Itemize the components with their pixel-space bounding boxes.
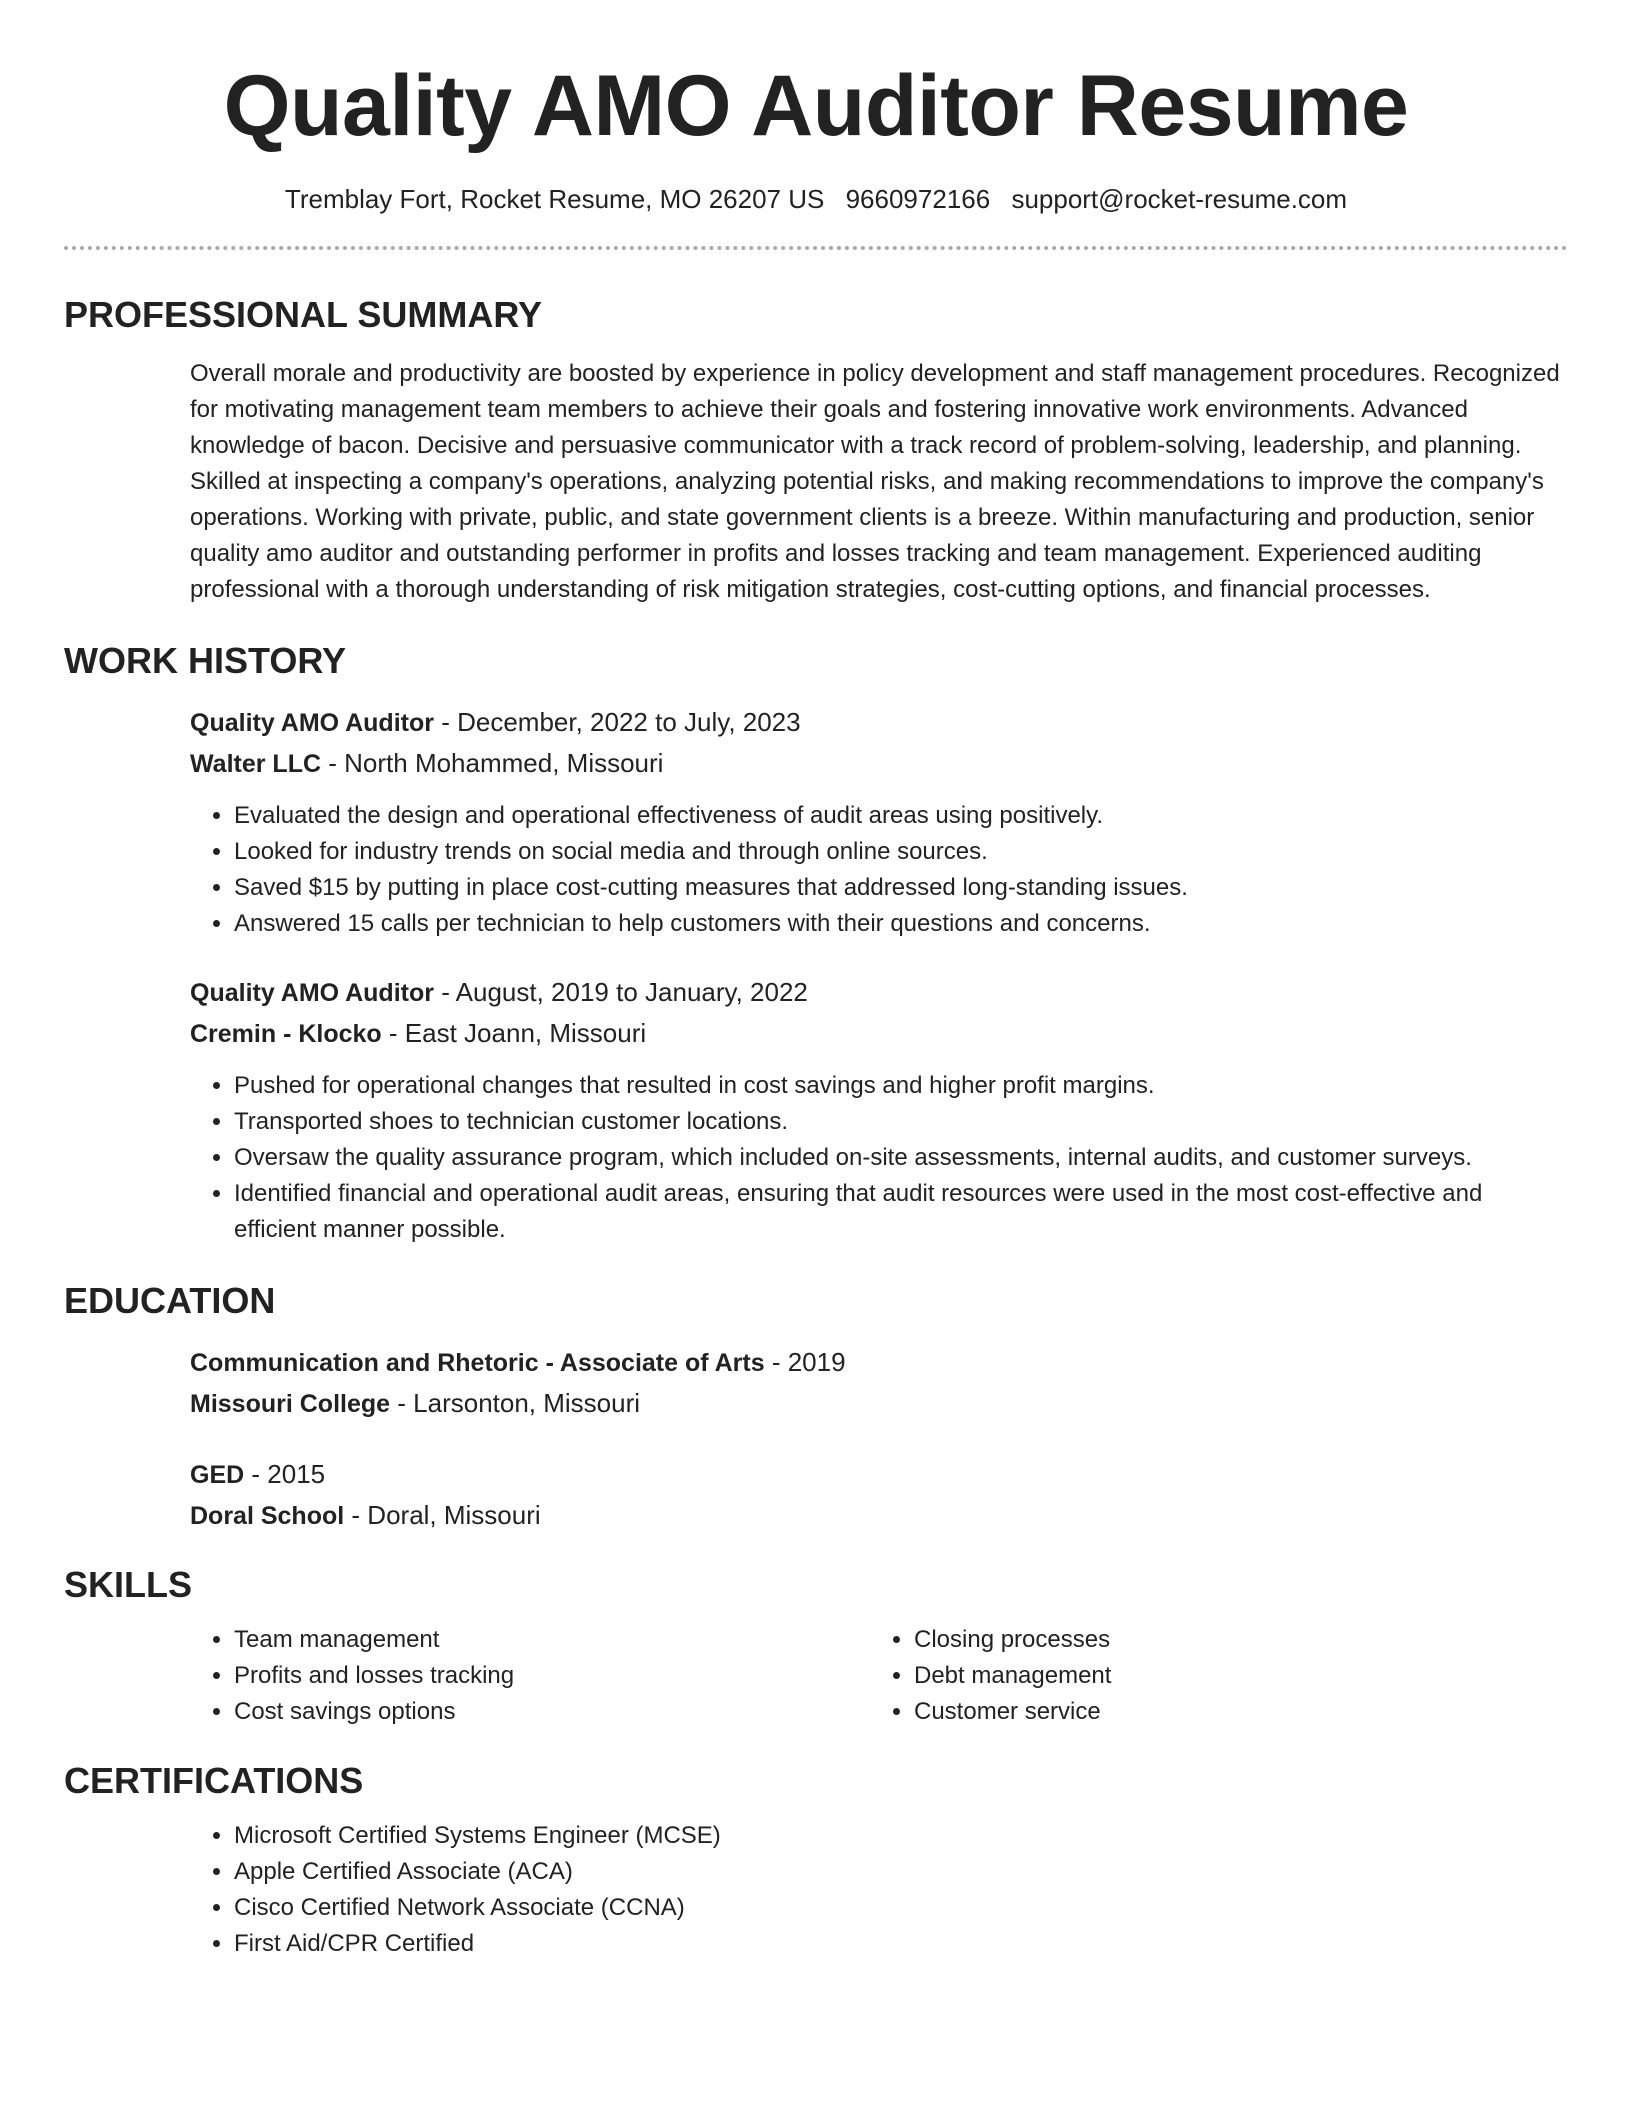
job-entry bbox=[190, 972, 1568, 1248]
job-location: - North Mohammed, Missouri bbox=[321, 748, 664, 778]
degree: GED bbox=[190, 1461, 245, 1489]
list-item: • Evaluated the design and operational effectiveness of audit areas using positively. bbox=[234, 798, 1568, 834]
job-title: Quality AMO Auditor bbox=[190, 709, 434, 737]
job-company-line bbox=[190, 1013, 1568, 1054]
degree-year: - 2019 bbox=[764, 1347, 846, 1377]
work-heading: WORK HISTORY bbox=[64, 640, 347, 681]
education-section bbox=[64, 1278, 1568, 1536]
list-item: • Closing processes bbox=[914, 1622, 1550, 1658]
contact-email: support@rocket-resume.com bbox=[1011, 184, 1348, 214]
education-heading: EDUCATION bbox=[64, 1280, 276, 1321]
certifications-section bbox=[64, 1758, 1568, 1962]
skills-list-left bbox=[190, 1622, 870, 1730]
list-item: • Oversaw the quality assurance program, which included on-site assessments, internal audits, and customer surveys. bbox=[234, 1140, 1568, 1176]
job-bullets bbox=[190, 798, 1568, 942]
page-title: Quality AMO Auditor Resume bbox=[223, 58, 1409, 154]
work-body bbox=[190, 702, 1568, 1248]
job-company: Walter LLC bbox=[190, 750, 322, 778]
skills-heading: SKILLS bbox=[64, 1564, 193, 1605]
header-divider bbox=[64, 246, 1568, 250]
list-item: • First Aid/CPR Certified bbox=[234, 1926, 1568, 1962]
job-location: - East Joann, Missouri bbox=[381, 1018, 647, 1048]
school-location: - Larsonton, Missouri bbox=[390, 1388, 641, 1418]
skills-list-right bbox=[870, 1622, 1550, 1730]
school: Missouri College bbox=[190, 1390, 391, 1418]
list-item: • Profits and losses tracking bbox=[234, 1658, 870, 1694]
job-title-line bbox=[190, 972, 1568, 1013]
list-item: • Cisco Certified Network Associate (CCNA) bbox=[234, 1890, 1568, 1926]
school-location: - Doral, Missouri bbox=[344, 1500, 541, 1530]
school: Doral School bbox=[190, 1502, 345, 1530]
school-line bbox=[190, 1495, 1568, 1536]
degree-line bbox=[190, 1342, 1568, 1383]
list-item: • Apple Certified Associate (ACA) bbox=[234, 1854, 1568, 1890]
list-item: • Team management bbox=[234, 1622, 870, 1658]
school-line bbox=[190, 1383, 1568, 1424]
list-item: • Debt management bbox=[914, 1658, 1550, 1694]
job-company-line bbox=[190, 743, 1568, 784]
summary-text: Overall morale and productivity are boosted by experience in policy development and staff management procedures. Recognized for motivating management team members to achieve their goals and fostering innovative work environments. Advanced knowledge of bacon. Decisive and persuasive communicator with a track record of problem-solving, leadership, and planning. Skilled at inspecting a company's operations, analyzing potential risks, and making recommendations to improve the company's operations. Working with private, public, and state government clients is a breeze. Within manufacturing and production, senior quality amo auditor and outstanding performer in profits and losses tracking and team management. Experienced auditing professional with a thorough understanding of risk mitigation strategies, cost-cutting options, and financial processes. bbox=[190, 360, 1560, 603]
list-item: • Customer service bbox=[914, 1694, 1550, 1730]
job-title: Quality AMO Auditor bbox=[190, 979, 434, 1007]
degree-line bbox=[190, 1454, 1568, 1495]
job-company: Cremin - Klocko bbox=[190, 1020, 382, 1048]
list-item: • Looked for industry trends on social media and through online sources. bbox=[234, 834, 1568, 870]
skills-body bbox=[190, 1622, 1568, 1730]
summary-heading: PROFESSIONAL SUMMARY bbox=[64, 294, 543, 335]
list-item: • Answered 15 calls per technician to help customers with their questions and concerns. bbox=[234, 906, 1568, 942]
list-item: • Cost savings options bbox=[234, 1694, 870, 1730]
contact-line bbox=[64, 182, 1568, 216]
list-item: • Saved $15 by putting in place cost-cutting measures that addressed long-standing issues. bbox=[234, 870, 1568, 906]
education-entry bbox=[190, 1342, 1568, 1424]
summary-section bbox=[64, 292, 1568, 608]
skills-section bbox=[64, 1562, 1568, 1730]
education-body bbox=[190, 1342, 1568, 1536]
list-item: • Pushed for operational changes that resulted in cost savings and higher profit margins. bbox=[234, 1068, 1568, 1104]
job-title-line bbox=[190, 702, 1568, 743]
certifications-body bbox=[190, 1818, 1568, 1962]
education-entry bbox=[190, 1454, 1568, 1536]
work-section bbox=[64, 638, 1568, 1248]
contact-address: Tremblay Fort, Rocket Resume, MO 26207 US bbox=[284, 184, 825, 214]
contact-phone: 9660972166 bbox=[845, 184, 991, 214]
job-bullets bbox=[190, 1068, 1568, 1248]
certifications-heading: CERTIFICATIONS bbox=[64, 1760, 364, 1801]
list-item: • Transported shoes to technician customer locations. bbox=[234, 1104, 1568, 1140]
list-item: • Microsoft Certified Systems Engineer (MCSE) bbox=[234, 1818, 1568, 1854]
degree-year: - 2015 bbox=[244, 1459, 326, 1489]
job-dates: - December, 2022 to July, 2023 bbox=[433, 707, 801, 737]
job-entry bbox=[190, 702, 1568, 942]
degree: Communication and Rhetoric - Associate of Arts bbox=[190, 1349, 765, 1377]
job-dates: - August, 2019 to January, 2022 bbox=[433, 977, 808, 1007]
certifications-list bbox=[190, 1818, 1568, 1962]
resume-header bbox=[64, 0, 1568, 250]
summary-body bbox=[190, 356, 1568, 608]
list-item: • Identified financial and operational audit areas, ensuring that audit resources were used in the most cost-effective and efficient manner possible. bbox=[234, 1176, 1568, 1248]
